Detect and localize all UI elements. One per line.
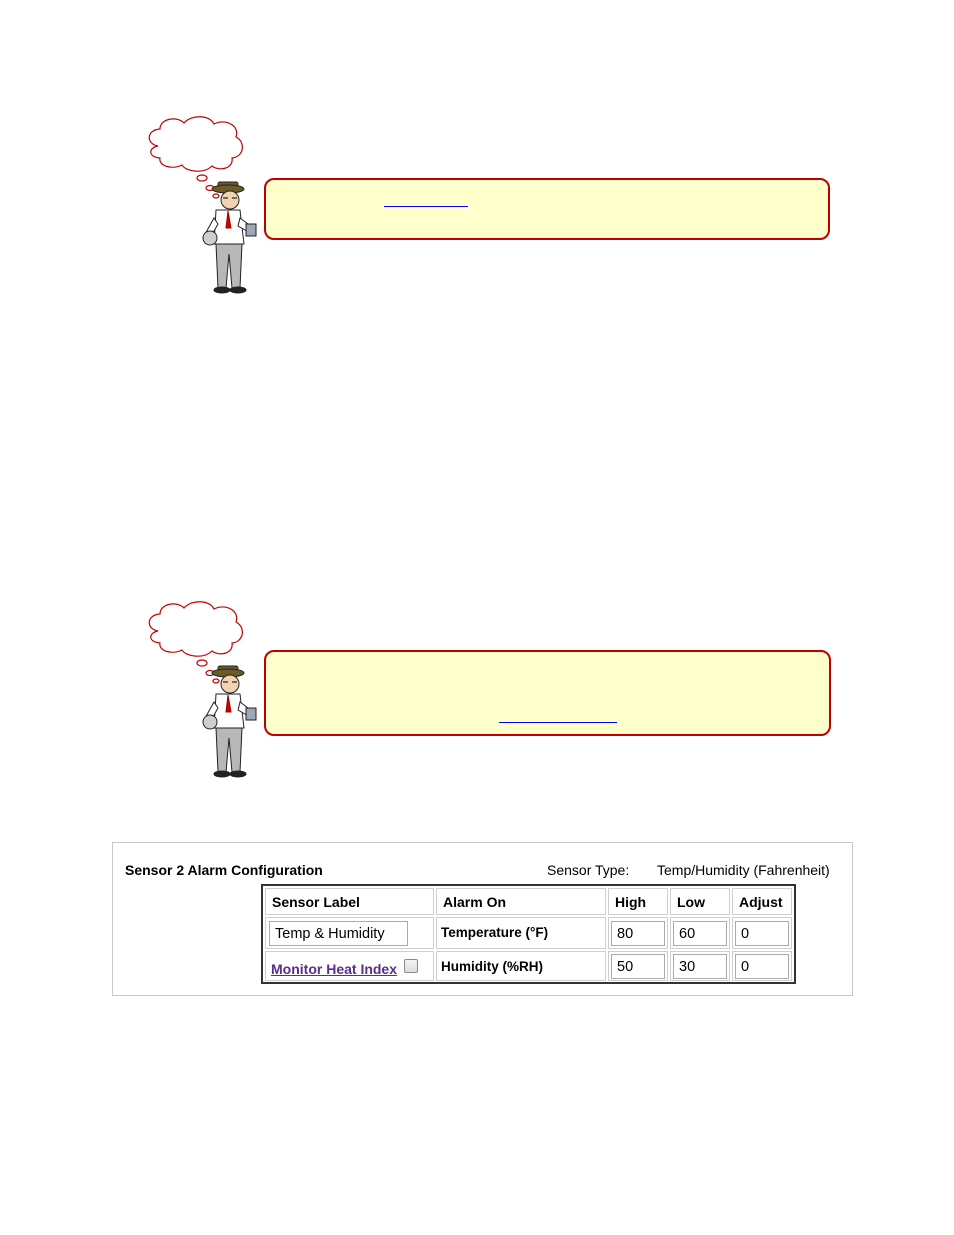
alarm-on-humidity: Humidity (%RH): [436, 951, 606, 981]
sensor-alarm-config-panel: [112, 842, 853, 996]
col-header-adjust: Adjust: [732, 888, 792, 915]
note-box-1: [264, 178, 830, 240]
table-row-cell: [732, 917, 792, 949]
humidity-low-input[interactable]: [673, 954, 727, 979]
monitor-heat-index-link[interactable]: Monitor Heat Index: [271, 961, 398, 977]
humidity-adjust-input[interactable]: [735, 954, 789, 979]
table-row-cell: [732, 951, 792, 981]
note-box-2: [264, 650, 831, 736]
table-row-cell: [608, 917, 668, 949]
col-header-low: Low: [670, 888, 730, 915]
alarm-config-table: [261, 884, 796, 984]
panel-title: Sensor 2 Alarm Configuration: [125, 862, 323, 878]
sensor-type-label: Sensor Type:: [547, 862, 630, 878]
table-row-cell: [608, 951, 668, 981]
col-header-alarm-on: Alarm On: [436, 888, 606, 915]
note-link-2[interactable]: [499, 722, 617, 723]
humidity-high-input[interactable]: [611, 954, 665, 979]
inspector-character-icon: [196, 662, 266, 780]
col-header-high: High: [608, 888, 668, 915]
table-row-cell: [265, 951, 434, 981]
table-row-cell: [670, 917, 730, 949]
temperature-low-input[interactable]: [673, 921, 727, 946]
table-row-cell: [265, 917, 434, 949]
note-link-1[interactable]: [384, 206, 468, 207]
sensor-label-input[interactable]: [269, 921, 408, 946]
sensor-type-value: Temp/Humidity (Fahrenheit): [657, 862, 830, 878]
temperature-high-input[interactable]: [611, 921, 665, 946]
col-header-sensor-label: Sensor Label: [265, 888, 434, 915]
table-row-cell: [670, 951, 730, 981]
temperature-adjust-input[interactable]: [735, 921, 789, 946]
alarm-on-temperature: Temperature (°F): [436, 917, 606, 949]
monitor-heat-index-checkbox[interactable]: [404, 959, 418, 973]
inspector-character-icon: [196, 178, 266, 296]
